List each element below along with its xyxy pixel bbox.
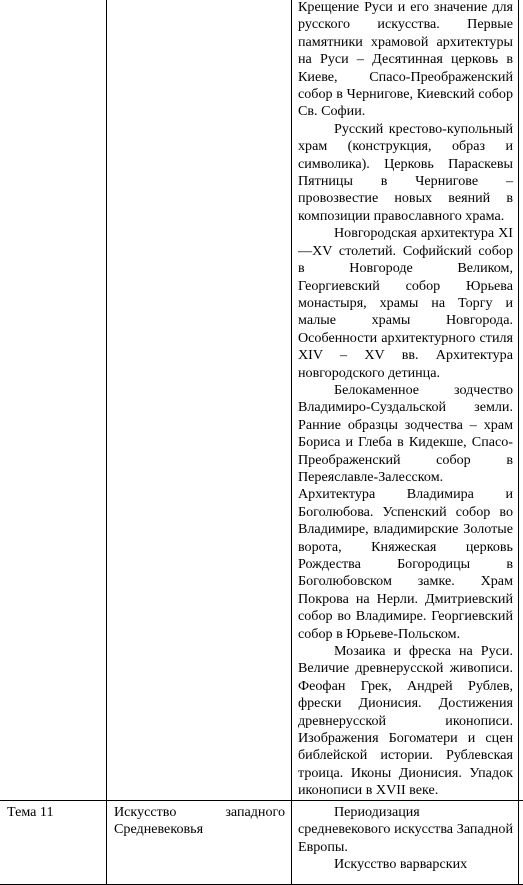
content-paragraph: Русский крестово-купольный храм (конструкция, образ и символика). Церковь Параскевы Пятницы в Чернигове – провозвестие новых веяний в композиции православного храма. xyxy=(298,121,513,225)
table-row xyxy=(0,800,523,884)
content-paragraph: Архитектура Владимира и Боголюбова. Успенский собор во Владимире, владимирские Золотые ворота, Княжеская церковь Рождества Богородицы в Боголюбовском замке. Храм Покрова на Нерли. Дмитриевский собор во Владимире. Георгиевский собор в Юрьеве-Польском. xyxy=(298,486,513,643)
empty-cell xyxy=(519,800,523,884)
topic-cell: Тема 11 xyxy=(0,800,107,884)
title-cell xyxy=(107,800,292,884)
content-paragraph: Белокаменное зодчество Владимиро-Суздальской земли. Ранние образцы зодчества – храм Бориса и Глеба в Кидекше, Спасо-Преображенский собор в Переяславле-Залесском. xyxy=(298,382,513,486)
content-paragraph: Крещение Руси и его значение для русского искусства. Первые памятники храмовой архитектуры на Руси – Десятинная церковь в Киеве, Спасо-Преображенский собор в Чернигове, Киевский собор Св. Софии. xyxy=(298,0,513,121)
title-cell xyxy=(107,0,292,800)
content-paragraph: Мозаика и фреска на Руси. Величие древнерусской живописи. Феофан Грек, Андрей Рублев, фрески Дионисия. Достижения древнерусской иконописи. Изображения Богоматери и сцен библейской истории. Рублевская троица. Иконы Дионисия. Упадок иконописи в XVII веке. xyxy=(298,643,513,800)
content-paragraph: Новгородская архитектура XI—XV столетий. Софийский собор в Новгороде Великом, Георгиевский собор Юрьева монастыря, храмы на Торгу и малые храмы Новгорода. Особенности архитектурного стиля XIV – XV вв. Архитектура новгородского детинца. xyxy=(298,225,513,382)
content-cell xyxy=(292,0,519,800)
empty-cell xyxy=(519,0,523,800)
content-paragraph: Периодизация средневекового искусства Западной Европы. xyxy=(298,804,513,856)
content-cell xyxy=(292,800,519,884)
content-paragraph: Искусство варварских xyxy=(298,856,513,873)
title-text: Искусство западного Средневековья xyxy=(114,804,285,839)
topic-cell xyxy=(0,0,107,800)
